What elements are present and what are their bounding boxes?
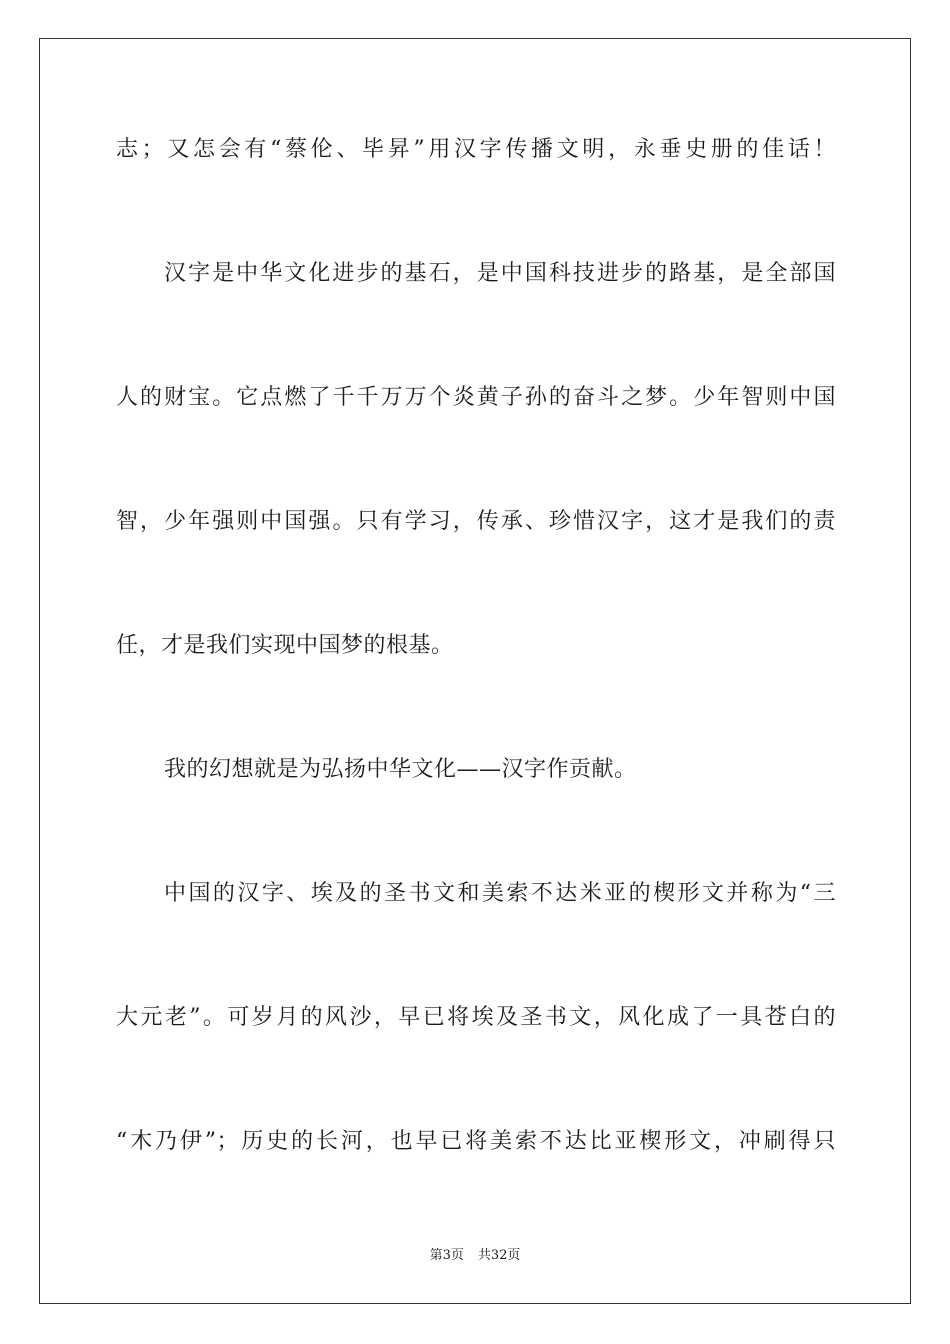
text-line-9: “木乃伊”；历史的长河，也早已将美索不达比亚楔形文，冲刷得只: [116, 1129, 836, 1154]
text-line-8: 大元老”。可岁月的风沙，早已将埃及圣书文，风化成了一具苍白的: [116, 1005, 836, 1030]
text-line-3: 人的财宝。它点燃了千千万万个炎黄子孙的奋斗之梦。少年智则中国: [116, 385, 836, 410]
page-frame: [39, 38, 911, 1304]
text-line-6: 我的幻想就是为弘扬中华文化——汉字作贡献。: [164, 757, 637, 782]
text-line-7: 中国的汉字、埃及的圣书文和美索不达米亚的楔形文并称为“三: [164, 881, 836, 906]
page-number: 第3页: [429, 1248, 464, 1263]
text-line-1: 志；又怎会有“蔡伦、毕昇”用汉字传播文明，永垂史册的佳话！: [116, 137, 836, 162]
page-total: 共32页: [477, 1248, 521, 1263]
text-line-4: 智，少年强则中国强。只有学习，传承、珍惜汉字，这才是我们的责: [116, 509, 836, 534]
text-line-2: 汉字是中华文化进步的基石，是中国科技进步的路基，是全部国: [164, 261, 836, 286]
text-line-5: 任，才是我们实现中国梦的根基。: [116, 633, 454, 658]
page-footer: [0, 1246, 950, 1266]
